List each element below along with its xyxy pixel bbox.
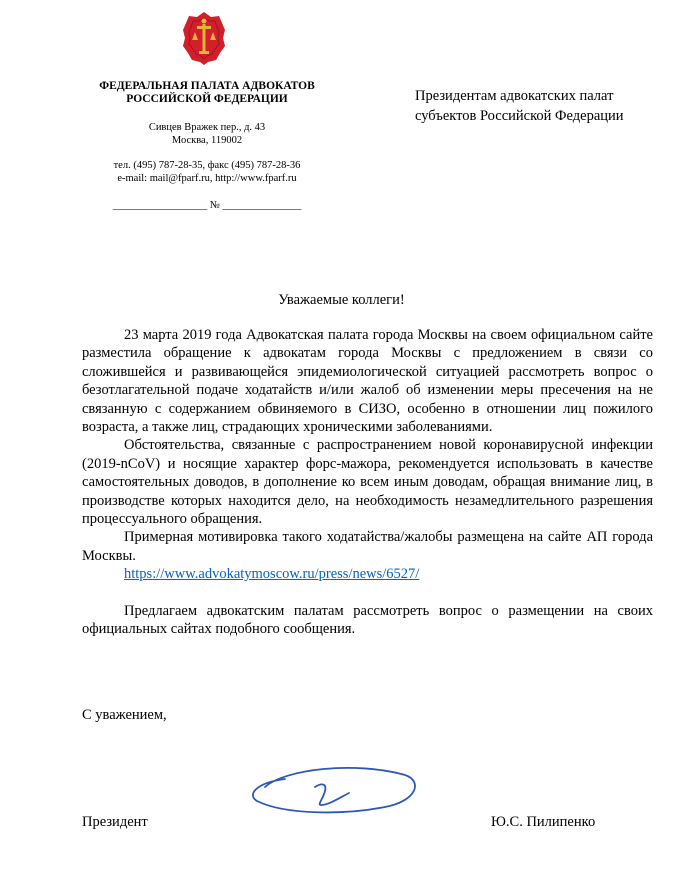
letter-body: [82, 326, 653, 639]
addressee: Президентам адвокатских палат субъектов Российской Федерации: [415, 88, 624, 124]
organization-name: ФЕДЕРАЛЬНАЯ ПАЛАТА АДВОКАТОВ РОССИЙСКОЙ ФЕДЕРАЦИИ: [99, 80, 315, 105]
signatory-name: Ю.С. Пилипенко: [491, 814, 596, 830]
closing-regards: С уважением,: [82, 707, 167, 723]
paragraph-3: Примерная мотивировка такого ходатайства/жалобы размещена на сайте АП города Москвы.: [82, 529, 653, 564]
greeting: Уважаемые коллеги!: [278, 292, 405, 308]
signatory-role: Президент: [82, 814, 148, 830]
paragraph-4: Предлагаем адвокатским палатам рассмотреть вопрос о размещении на своих официальных сайтах подобного сообщения.: [82, 602, 653, 638]
paragraph-1: 23 марта 2019 года Адвокатская палата города Москвы на своем официальном сайте разместила обращение к адвокатам города Москвы с предложением в связи со сложившейся и развивающейся эпидемиологической ситуацией рассмотреть вопрос о безотлагательной подаче ходатайств и/или жалоб об изменении меры пресечения на не связанную с содержанием обвиняемого в СИЗО, особенно в отношении лиц пожилого возраста, а также лиц, страдающих хроническими заболеваниями.: [82, 327, 653, 436]
bar-association-emblem-icon: [181, 10, 227, 66]
paragraph-2: Обстоятельства, связанные с распространением новой коронавирусной инфекции (2019-nCoV) и носящие характер форс-мажора, рекомендуется использовать в качестве самостоятельных доводов, в дополнение ко всем иным доводам, обращая внимание лиц, в производстве которых находится дело, на необходимость незамедлительного разрешения процессуального обращения.: [82, 437, 653, 528]
news-link[interactable]: https://www.advokatymoscow.ru/press/news/6527/: [124, 566, 420, 583]
paragraph-gap: [82, 584, 653, 602]
handwritten-signature: [245, 757, 425, 821]
registration-number-line: __________________ № _______________: [112, 200, 302, 211]
organization-address: Сивцев Вражек пер., д. 43 Москва, 119002: [148, 122, 266, 146]
organization-contacts: тел. (495) 787-28-35, факс (495) 787-28-36 e-mail: mail@fparf.ru, http://www.fparf.ru: [113, 160, 301, 184]
link-line: [82, 565, 653, 583]
